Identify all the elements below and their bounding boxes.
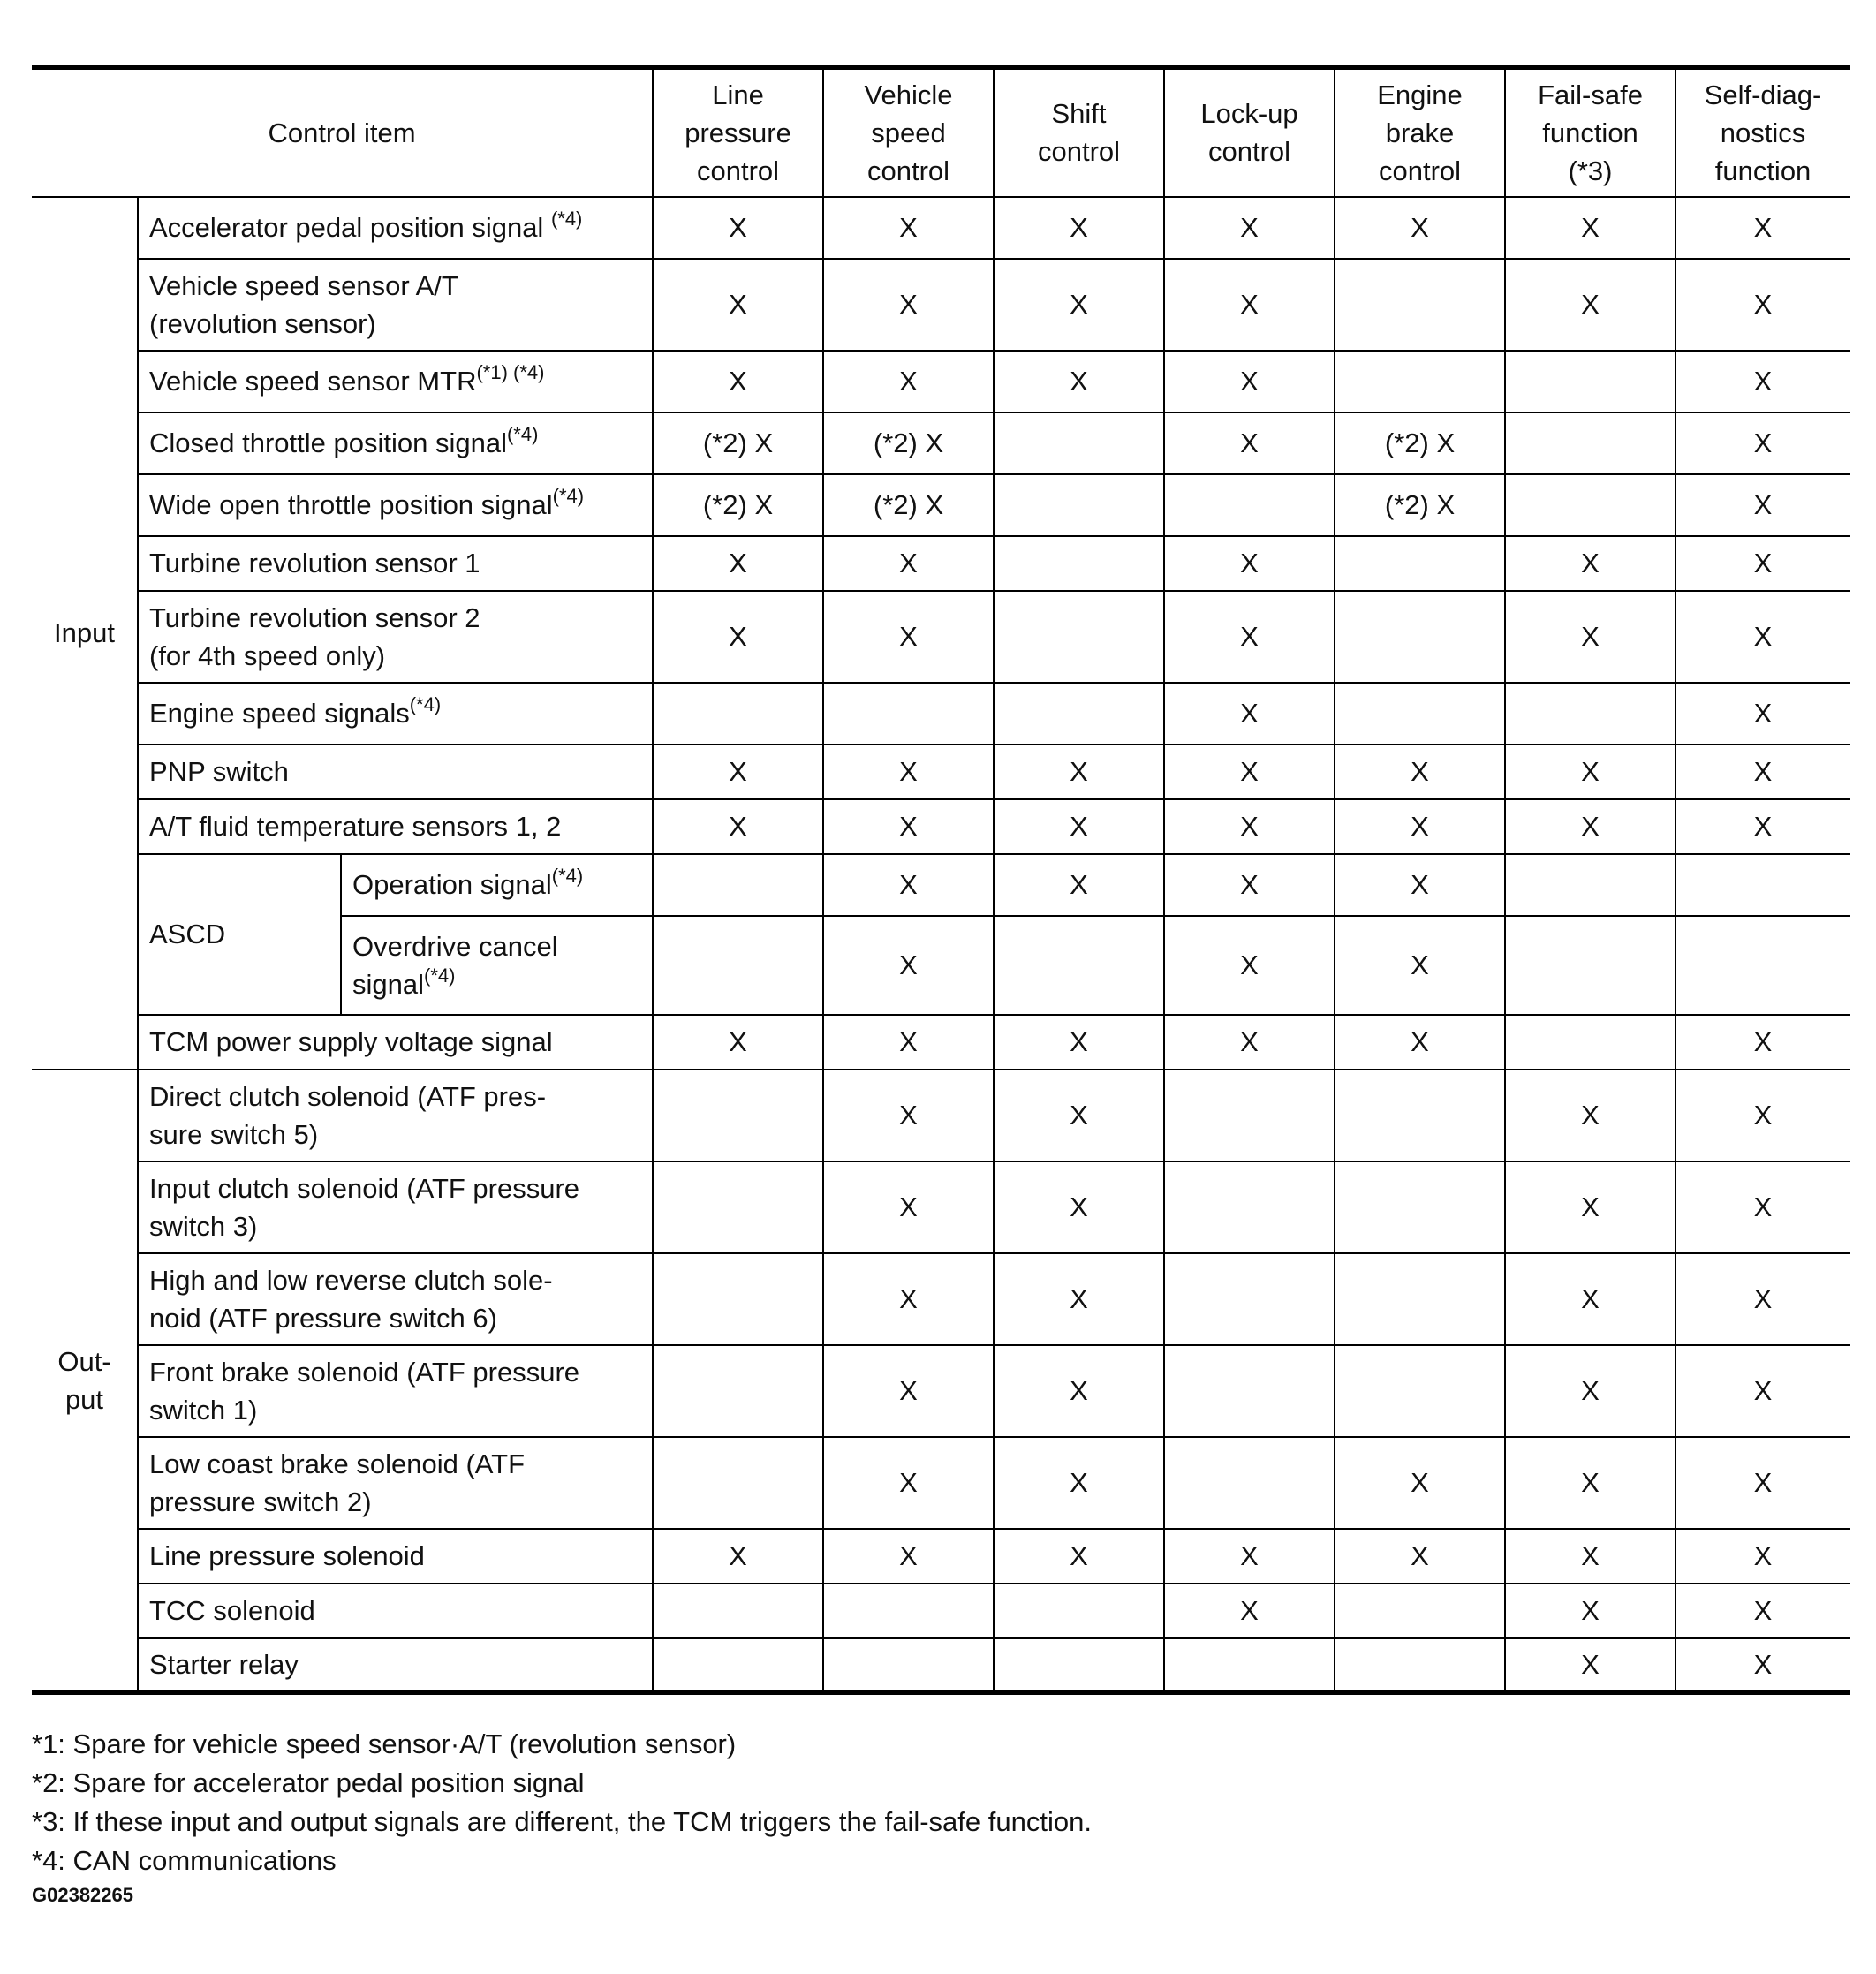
mark-cell: X: [1505, 197, 1676, 259]
control-item-label: [138, 536, 653, 591]
mark-cell: X: [1164, 1015, 1335, 1070]
mark-cell: X: [1164, 351, 1335, 412]
mark-cell: [653, 1437, 823, 1529]
mark-cell: X: [1164, 259, 1335, 351]
mark-cell: X: [1676, 1253, 1850, 1345]
mark-cell: X: [1505, 1161, 1676, 1253]
header-lock-up-control: Lock-up control: [1164, 68, 1335, 197]
mark-cell: [994, 591, 1164, 683]
mark-cell: X: [1505, 1437, 1676, 1529]
control-item-label: [138, 1345, 653, 1437]
mark-cell: X: [1335, 854, 1505, 916]
header-engine-brake-control: Engine brake control: [1335, 68, 1505, 197]
mark-cell: [1505, 351, 1676, 412]
mark-cell: [994, 412, 1164, 474]
label-text: Wide open throttle position signal: [149, 489, 553, 520]
table-row: [32, 1015, 1850, 1070]
mark-cell: X: [1676, 1070, 1850, 1161]
mark-cell: X: [1676, 1437, 1850, 1529]
mark-cell: [1335, 683, 1505, 745]
mark-cell: X: [1335, 1015, 1505, 1070]
footnote-ref: (*4): [506, 423, 539, 445]
mark-cell: [1335, 1584, 1505, 1638]
control-item-label: [138, 1015, 653, 1070]
mark-cell: X: [1676, 1161, 1850, 1253]
footnote: *2: Spare for accelerator pedal position signal: [32, 1767, 585, 1798]
mark-cell: (*2) X: [653, 474, 823, 536]
mark-cell: X: [823, 1345, 994, 1437]
table-row: [32, 1529, 1850, 1584]
footnote-ref: (*4): [409, 693, 442, 715]
group-output: [32, 1070, 138, 1693]
mark-cell: (*2) X: [1335, 474, 1505, 536]
control-item-label: [138, 1070, 653, 1161]
group-input: [32, 197, 138, 1070]
mark-cell: X: [1676, 197, 1850, 259]
footnotes: [32, 1725, 1092, 1880]
label-text: Starter relay: [149, 1649, 299, 1681]
table-row: [32, 1584, 1850, 1638]
mark-cell: [994, 1638, 1164, 1693]
mark-cell: X: [1164, 799, 1335, 854]
control-item-label: [138, 412, 653, 474]
mark-cell: X: [1335, 799, 1505, 854]
mark-cell: X: [1676, 259, 1850, 351]
footnote-ref: (*4): [552, 485, 585, 507]
control-item-label: [138, 591, 653, 683]
mark-cell: X: [823, 351, 994, 412]
mark-cell: [1335, 1253, 1505, 1345]
label-text: TCC solenoid: [149, 1595, 315, 1626]
mark-cell: X: [1164, 1529, 1335, 1584]
mark-cell: X: [994, 1437, 1164, 1529]
mark-cell: [1676, 916, 1850, 1015]
mark-cell: X: [653, 799, 823, 854]
ascd-label: ASCD: [149, 919, 226, 949]
control-item-label: [138, 474, 653, 536]
label-text: Turbine revolution sensor 1: [149, 548, 480, 579]
footnote-ref: (*4): [551, 865, 584, 887]
label-text: Line pressure solenoid: [149, 1540, 425, 1571]
label-text: (for 4th speed only): [149, 639, 386, 671]
table-row: [32, 799, 1850, 854]
footnote: *3: If these input and output signals are different, the TCM triggers the fail-safe function.: [32, 1806, 1092, 1837]
mark-cell: X: [653, 1015, 823, 1070]
mark-cell: X: [994, 259, 1164, 351]
mark-cell: [1335, 591, 1505, 683]
mark-cell: X: [1505, 591, 1676, 683]
mark-cell: X: [653, 259, 823, 351]
label-text: A/T fluid temperature sensors 1, 2: [149, 811, 562, 842]
mark-cell: X: [823, 536, 994, 591]
mark-cell: X: [1676, 1529, 1850, 1584]
mark-cell: X: [1676, 799, 1850, 854]
control-table-container: [32, 65, 1850, 1695]
mark-cell: (*2) X: [653, 412, 823, 474]
table-row: [32, 474, 1850, 536]
mark-cell: X: [994, 745, 1164, 799]
figure-code: G02382265: [32, 1884, 133, 1906]
mark-cell: X: [1505, 1529, 1676, 1584]
mark-cell: X: [1505, 1638, 1676, 1693]
mark-cell: X: [1335, 1529, 1505, 1584]
ascd-group-label: [138, 854, 341, 1015]
mark-cell: [1335, 1070, 1505, 1161]
mark-cell: X: [1164, 197, 1335, 259]
mark-cell: X: [1164, 916, 1335, 1015]
mark-cell: X: [1676, 1638, 1850, 1693]
control-item-label: [138, 1437, 653, 1529]
label-text: sure switch 5): [149, 1118, 319, 1150]
mark-cell: [1335, 1638, 1505, 1693]
control-item-label: [138, 259, 653, 351]
label-text: Input clutch solenoid (ATF pressure: [149, 1172, 580, 1204]
label-text: Front brake solenoid (ATF pressure: [149, 1356, 580, 1388]
header-shift-control: Shift control: [994, 68, 1164, 197]
mark-cell: (*2) X: [1335, 412, 1505, 474]
mark-cell: X: [994, 351, 1164, 412]
mark-cell: X: [994, 1070, 1164, 1161]
label-text: Operation signal: [352, 869, 552, 900]
mark-cell: X: [823, 1437, 994, 1529]
label-text: Engine speed signals: [149, 698, 410, 729]
mark-cell: [1335, 1161, 1505, 1253]
table-row: [32, 1253, 1850, 1345]
mark-cell: [823, 1584, 994, 1638]
header-control-item: Control item: [32, 68, 653, 197]
control-item-label: [138, 745, 653, 799]
mark-cell: X: [823, 1161, 994, 1253]
mark-cell: X: [994, 1015, 1164, 1070]
label-text: Turbine revolution sensor 2: [149, 601, 480, 633]
mark-cell: [823, 1638, 994, 1693]
control-item-label: [138, 351, 653, 412]
mark-cell: X: [1335, 1437, 1505, 1529]
mark-cell: [994, 683, 1164, 745]
mark-cell: X: [1505, 259, 1676, 351]
mark-cell: X: [1676, 474, 1850, 536]
label-text: Low coast brake solenoid (ATF: [149, 1448, 526, 1479]
mark-cell: [994, 474, 1164, 536]
control-item-label: [138, 197, 653, 259]
mark-cell: X: [994, 197, 1164, 259]
mark-cell: [653, 1638, 823, 1693]
mark-cell: X: [1164, 412, 1335, 474]
mark-cell: X: [1164, 536, 1335, 591]
mark-cell: X: [994, 854, 1164, 916]
label-text: switch 1): [149, 1394, 258, 1426]
label-text: PNP switch: [149, 756, 289, 787]
mark-cell: X: [1505, 1345, 1676, 1437]
mark-cell: X: [823, 854, 994, 916]
header-fail-safe-function: Fail-safe function (*3): [1505, 68, 1676, 197]
mark-cell: X: [823, 1070, 994, 1161]
mark-cell: X: [1676, 1015, 1850, 1070]
mark-cell: X: [1676, 1345, 1850, 1437]
mark-cell: X: [994, 1253, 1164, 1345]
label-text: Accelerator pedal position signal: [149, 212, 551, 243]
footnote: *4: CAN communications: [32, 1845, 337, 1876]
footnote-ref: (*1) (*4): [476, 361, 545, 383]
control-item-label: [138, 799, 653, 854]
table-row: [32, 745, 1850, 799]
mark-cell: X: [1164, 745, 1335, 799]
footnote: *1: Spare for vehicle speed sensor·A/T (revolution sensor): [32, 1728, 737, 1759]
mark-cell: [994, 916, 1164, 1015]
mark-cell: X: [823, 259, 994, 351]
mark-cell: X: [653, 745, 823, 799]
mark-cell: X: [823, 591, 994, 683]
control-item-label: [138, 1253, 653, 1345]
mark-cell: [1164, 1437, 1335, 1529]
mark-cell: [1164, 1253, 1335, 1345]
mark-cell: X: [653, 591, 823, 683]
mark-cell: [1164, 1161, 1335, 1253]
table-row: [32, 1161, 1850, 1253]
control-item-label: [138, 1529, 653, 1584]
table-row: [32, 351, 1850, 412]
mark-cell: X: [653, 1529, 823, 1584]
label-text: Vehicle speed sensor A/T: [149, 269, 458, 301]
mark-cell: [1335, 259, 1505, 351]
table-row: [32, 1345, 1850, 1437]
mark-cell: X: [1676, 683, 1850, 745]
header-self-diagnostics-function: Self-diag- nostics function: [1676, 68, 1850, 197]
table-row: [32, 197, 1850, 259]
control-item-label: [341, 854, 653, 916]
control-item-label: [138, 1638, 653, 1693]
group-label: put: [64, 1383, 104, 1415]
table-row: [32, 259, 1850, 351]
mark-cell: X: [823, 1015, 994, 1070]
table-row: [32, 854, 1850, 916]
mark-cell: [1505, 683, 1676, 745]
footnote-ref: (*4): [550, 208, 583, 230]
mark-cell: [653, 854, 823, 916]
mark-cell: X: [1335, 916, 1505, 1015]
mark-cell: X: [823, 916, 994, 1015]
mark-cell: X: [823, 197, 994, 259]
mark-cell: X: [1676, 536, 1850, 591]
mark-cell: [1164, 1070, 1335, 1161]
footnote-ref: (*4): [424, 964, 456, 987]
mark-cell: X: [653, 536, 823, 591]
mark-cell: X: [1676, 591, 1850, 683]
mark-cell: X: [1676, 412, 1850, 474]
mark-cell: [1335, 1345, 1505, 1437]
mark-cell: X: [994, 799, 1164, 854]
table-row: [32, 1070, 1850, 1161]
header-line-pressure-control: Line pressure control: [653, 68, 823, 197]
mark-cell: [1164, 1345, 1335, 1437]
mark-cell: [1505, 916, 1676, 1015]
mark-cell: X: [1164, 854, 1335, 916]
mark-cell: X: [1164, 1584, 1335, 1638]
mark-cell: X: [653, 197, 823, 259]
mark-cell: X: [1505, 1584, 1676, 1638]
control-table-body: [32, 197, 1850, 1693]
group-label: Input: [54, 617, 115, 648]
group-label: Out-: [57, 1345, 111, 1377]
table-row: [32, 1638, 1850, 1693]
mark-cell: [1505, 412, 1676, 474]
mark-cell: [1676, 854, 1850, 916]
mark-cell: X: [1505, 799, 1676, 854]
label-text: pressure switch 2): [149, 1486, 372, 1517]
mark-cell: X: [1505, 1253, 1676, 1345]
mark-cell: [823, 683, 994, 745]
mark-cell: [653, 1253, 823, 1345]
mark-cell: X: [994, 1529, 1164, 1584]
mark-cell: X: [1164, 591, 1335, 683]
control-item-label: [341, 916, 653, 1015]
mark-cell: [1164, 1638, 1335, 1693]
mark-cell: [653, 1161, 823, 1253]
mark-cell: X: [653, 351, 823, 412]
mark-cell: X: [823, 745, 994, 799]
mark-cell: X: [1676, 1584, 1850, 1638]
header-row: [32, 68, 1850, 197]
mark-cell: X: [823, 1529, 994, 1584]
mark-cell: X: [1676, 745, 1850, 799]
label-text: Vehicle speed sensor MTR: [149, 366, 477, 397]
mark-cell: X: [1505, 1070, 1676, 1161]
label-text: Closed throttle position signal: [149, 427, 507, 458]
mark-cell: [1505, 474, 1676, 536]
mark-cell: [653, 916, 823, 1015]
mark-cell: [653, 1345, 823, 1437]
control-item-label: [138, 1161, 653, 1253]
mark-cell: [1505, 1015, 1676, 1070]
mark-cell: X: [823, 1253, 994, 1345]
mark-cell: [653, 1070, 823, 1161]
mark-cell: X: [994, 1345, 1164, 1437]
label-text: switch 3): [149, 1210, 258, 1242]
label-text: noid (ATF pressure switch 6): [149, 1302, 497, 1334]
control-item-label: [138, 1584, 653, 1638]
mark-cell: X: [1164, 683, 1335, 745]
mark-cell: [1505, 854, 1676, 916]
mark-cell: [1335, 351, 1505, 412]
label-text: (revolution sensor): [149, 307, 376, 339]
mark-cell: [994, 1584, 1164, 1638]
mark-cell: X: [994, 1161, 1164, 1253]
mark-cell: X: [1505, 536, 1676, 591]
label-text: Direct clutch solenoid (ATF pres-: [149, 1080, 547, 1112]
mark-cell: X: [823, 799, 994, 854]
control-item-label: [138, 683, 653, 745]
table-row: [32, 1437, 1850, 1529]
label-text: signal: [352, 968, 424, 1000]
mark-cell: X: [1335, 745, 1505, 799]
label-text: TCM power supply voltage signal: [149, 1026, 553, 1057]
mark-cell: [1335, 536, 1505, 591]
table-row: [32, 683, 1850, 745]
mark-cell: (*2) X: [823, 474, 994, 536]
mark-cell: X: [1676, 351, 1850, 412]
control-item-table: [32, 65, 1850, 1695]
mark-cell: X: [1335, 197, 1505, 259]
mark-cell: [653, 1584, 823, 1638]
header-vehicle-speed-control: Vehicle speed control: [823, 68, 994, 197]
mark-cell: [1164, 474, 1335, 536]
table-row: [32, 536, 1850, 591]
label-text: High and low reverse clutch sole-: [149, 1264, 553, 1296]
mark-cell: [653, 683, 823, 745]
label-text: Overdrive cancel: [352, 930, 558, 962]
mark-cell: X: [1505, 745, 1676, 799]
table-row: [32, 591, 1850, 683]
mark-cell: [994, 536, 1164, 591]
table-row: [32, 412, 1850, 474]
mark-cell: (*2) X: [823, 412, 994, 474]
